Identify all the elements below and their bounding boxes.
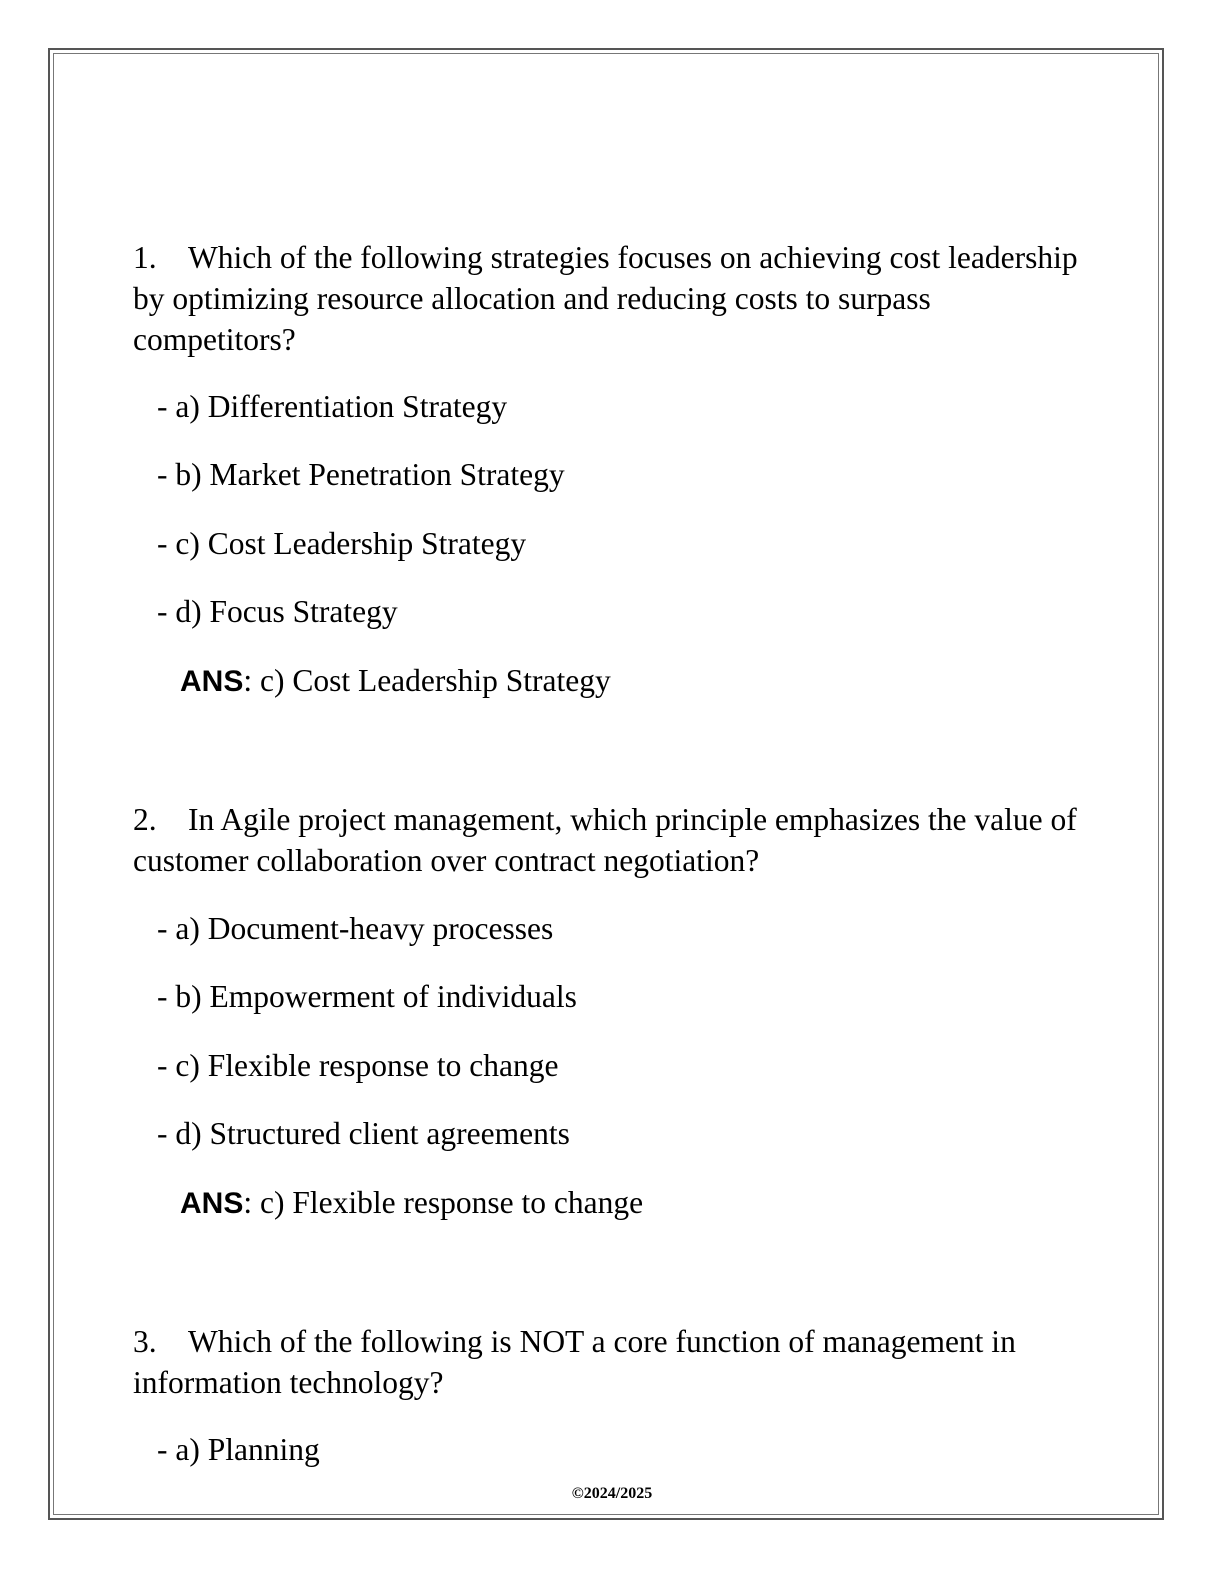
question-1-answer <box>180 661 611 702</box>
question-3 <box>133 1321 1093 1403</box>
question-1-option-a: - a) Differentiation Strategy <box>157 389 508 424</box>
question-2 <box>133 799 1093 881</box>
question-text: Which of the following is NOT a core function of management in information technology? <box>133 1324 1016 1400</box>
question-2-option-c: - c) Flexible response to change <box>157 1048 559 1083</box>
question-2-option-d: - d) Structured client agreements <box>157 1116 570 1151</box>
question-3-option-a: - a) Planning <box>157 1432 320 1467</box>
question-number: 1. <box>133 240 157 275</box>
answer-text: : c) Flexible response to change <box>243 1185 644 1220</box>
question-1-option-d: - d) Focus Strategy <box>157 594 398 629</box>
question-2-option-b: - b) Empowerment of individuals <box>157 979 577 1014</box>
question-number: 3. <box>133 1324 157 1359</box>
question-text: In Agile project management, which principle emphasizes the value of customer collaboration over contract negotiation? <box>133 802 1077 878</box>
question-1 <box>133 237 1093 360</box>
answer-label: ANS <box>180 665 244 698</box>
question-1-option-b: - b) Market Penetration Strategy <box>157 457 565 492</box>
copyright-footer: ©2024/2025 <box>571 1485 653 1502</box>
question-2-option-a: - a) Document-heavy processes <box>157 911 554 946</box>
question-2-answer <box>180 1183 643 1224</box>
question-number: 2. <box>133 802 157 837</box>
answer-text: : c) Cost Leadership Strategy <box>243 663 611 698</box>
answer-label: ANS <box>180 1187 244 1220</box>
question-text: Which of the following strategies focuses on achieving cost leadership by optimizing resource allocation and reducing costs to surpass competitors? <box>133 240 1078 357</box>
question-1-option-c: - c) Cost Leadership Strategy <box>157 526 527 561</box>
